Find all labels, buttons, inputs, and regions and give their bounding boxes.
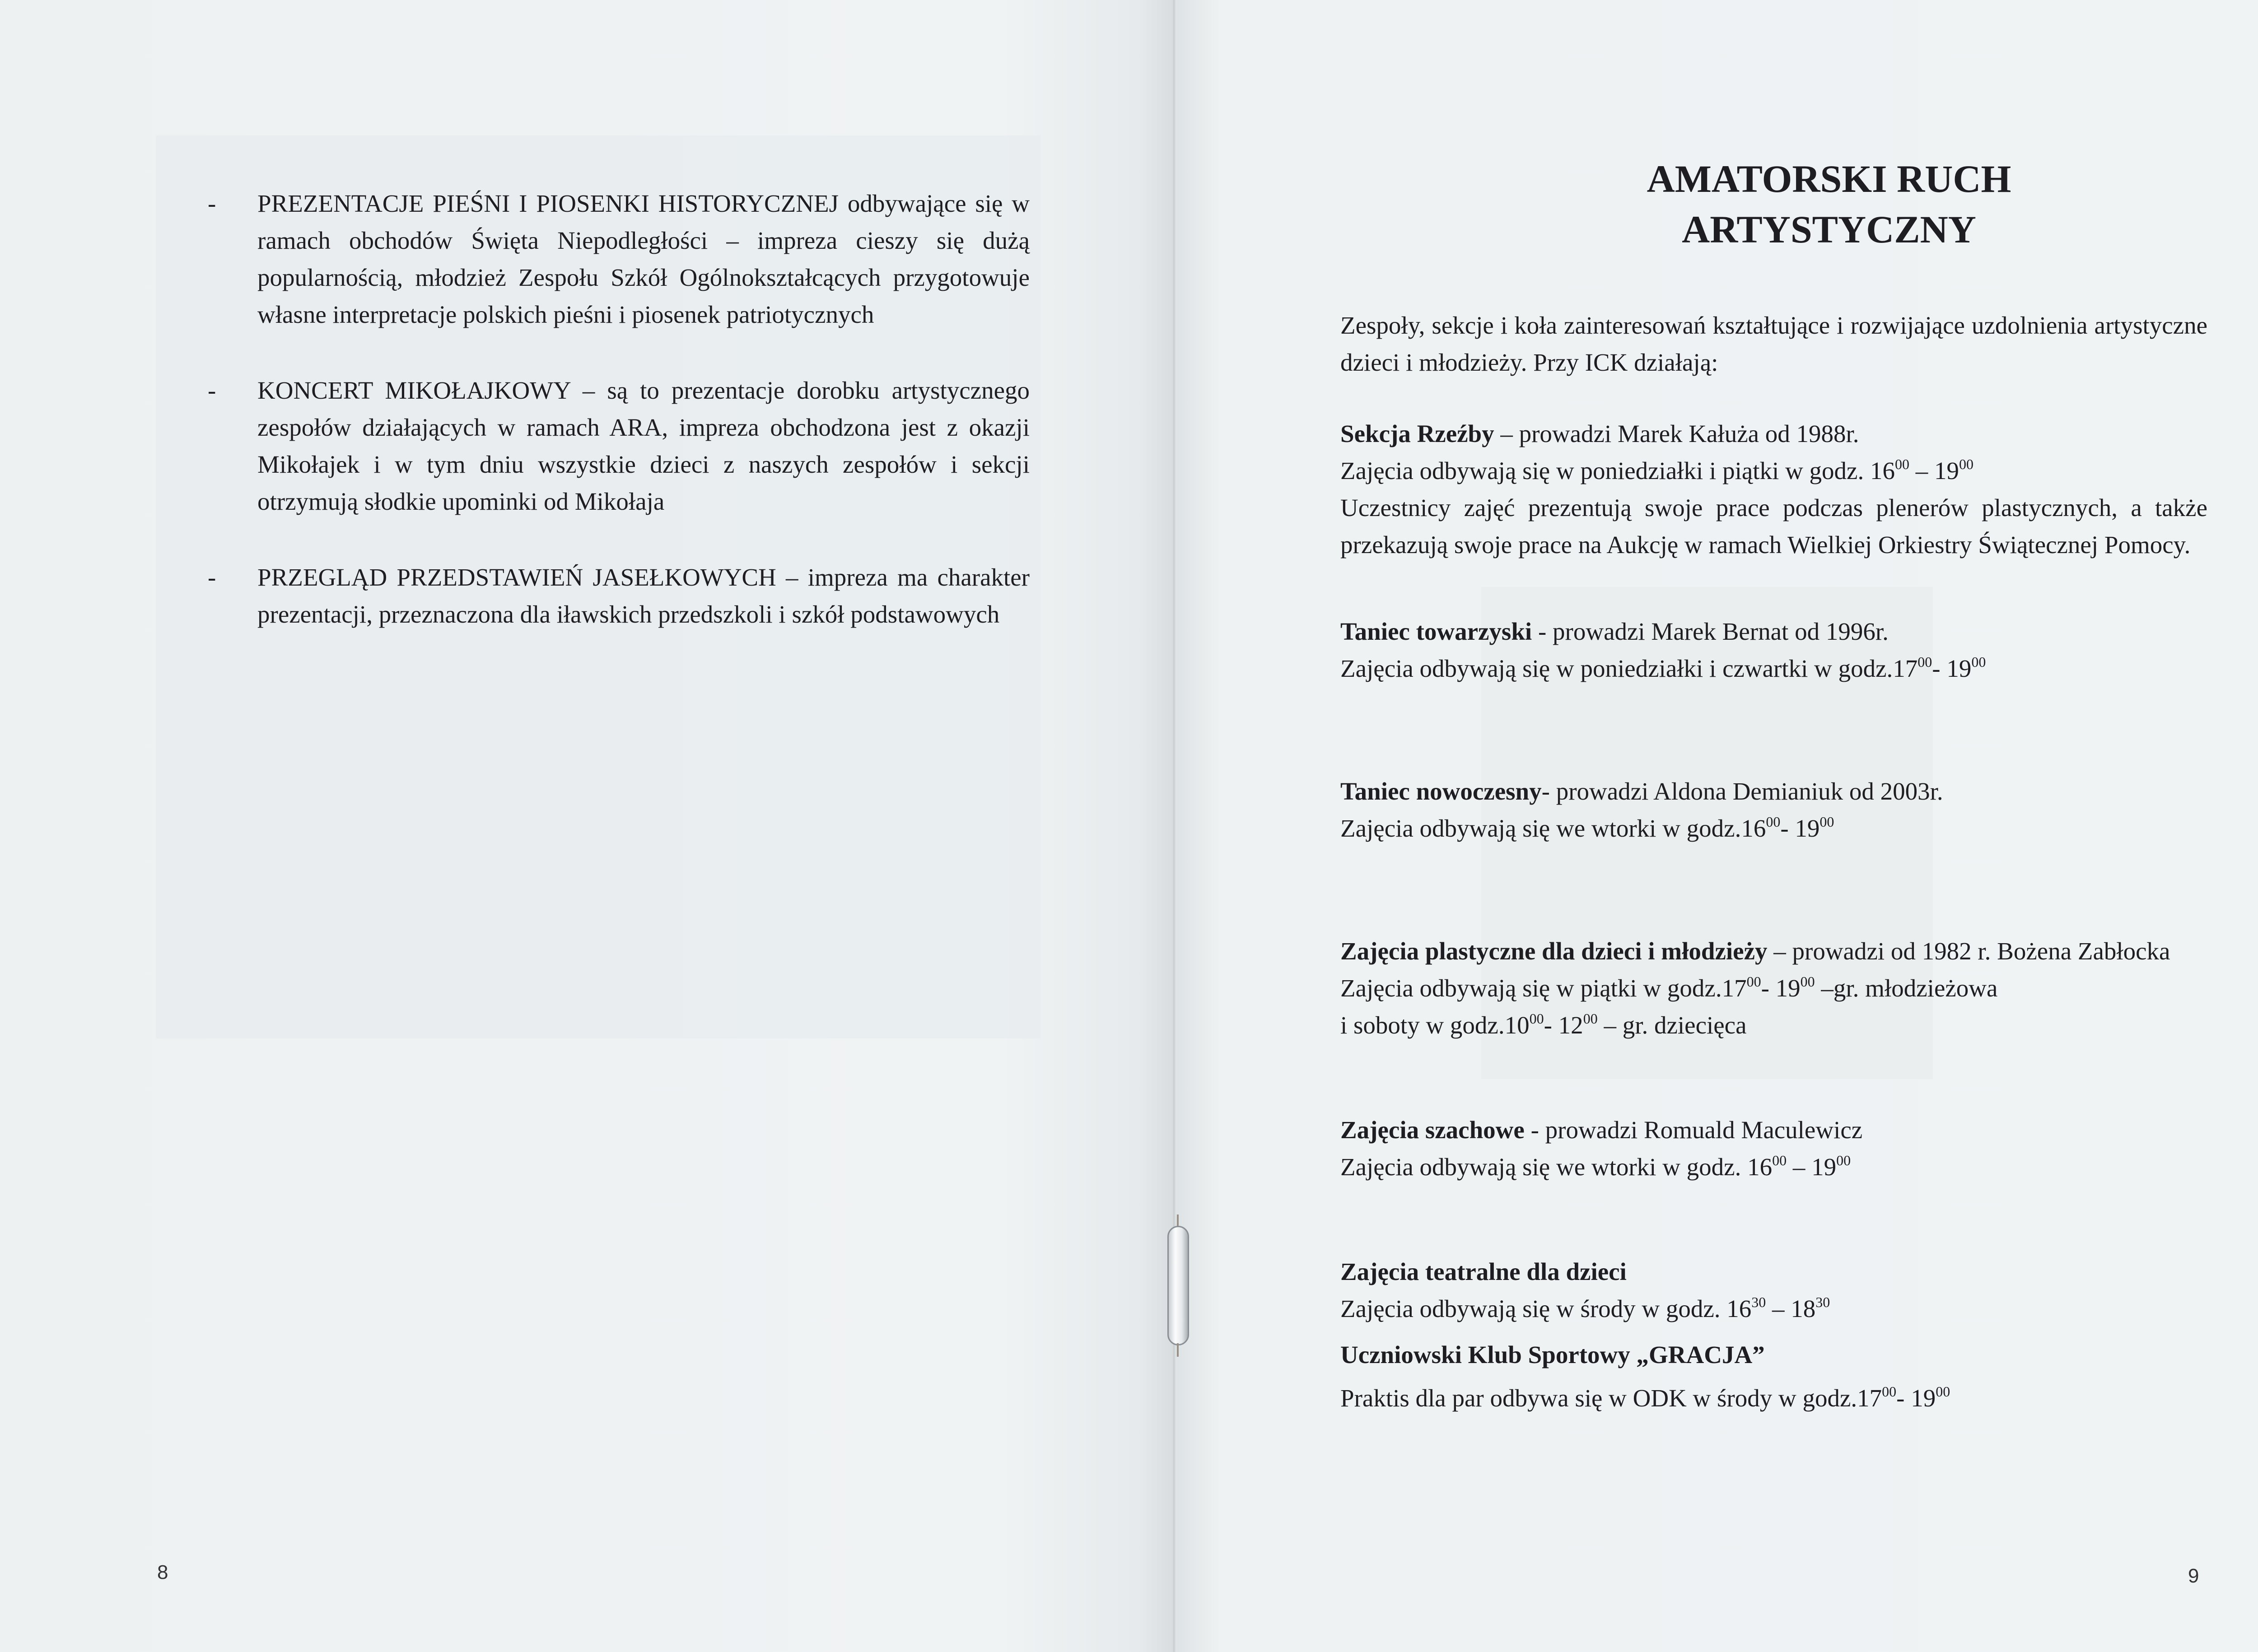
book-spine bbox=[1173, 0, 1176, 1652]
title-line-1: AMATORSKI RUCH bbox=[1647, 157, 2011, 200]
activity-lead: - prowadzi Marek Bernat od 1996r. bbox=[1532, 618, 1889, 645]
intro-paragraph: Zespoły, sekcje i koła zainteresowań kształtujące i rozwijające uzdolnienia artystyczne dzieci i młodzieży. Przy ICK działają: bbox=[1340, 312, 2207, 376]
event-item-santa-concert bbox=[203, 372, 1030, 520]
activity-schedule-2: i soboty w $godz.10^{00}-$ $12^{00}$ – gr. dziecięca bbox=[1340, 1010, 1747, 1039]
staple bbox=[1167, 1226, 1189, 1345]
bullet-dash: - bbox=[208, 377, 216, 404]
activity-name: Uczniowski Klub Sportowy „GRACJA” bbox=[1340, 1341, 1765, 1368]
bullet-dash: - bbox=[208, 563, 216, 591]
title-line-2: ARTYSTYCZNY bbox=[1682, 208, 1976, 251]
activity-chess bbox=[1340, 1112, 2207, 1186]
staple-end-bottom bbox=[1177, 1343, 1179, 1357]
activity-name: Taniec towarzyski bbox=[1340, 618, 1532, 645]
activity-art-classes bbox=[1340, 933, 2207, 1044]
activity-sports-club bbox=[1340, 1336, 2207, 1417]
activity-lead: – prowadzi od 1982 r. Bożena Zabłocka bbox=[1767, 937, 2170, 965]
activity-name: Sekcja Rzeźby bbox=[1340, 420, 1494, 447]
event-text: PREZENTACJE PIEŚNI I PIOSENKI HISTORYCZNEJ odbywające się w ramach obchodów Święta Niepodległości – impreza cieszy się dużą popularnością, młodzież Zespołu Szkół Ogólnokształcących przygotowuje własne interpretacje polskich pieśni i piosenek patriotycznych bbox=[257, 190, 1030, 328]
event-list bbox=[203, 185, 1030, 672]
activity-schedule: Zajęcia odbywają się w poniedziałki i piątki w godz. $16^{00} - 19^{00}$ bbox=[1340, 456, 1973, 484]
activity-schedule: Zajęcia odbywają się w środy w godz. $16^{30} - 18^{30}$ bbox=[1340, 1294, 1830, 1322]
page-number-left: 8 bbox=[157, 1561, 168, 1583]
activity-schedule: Zajęcia odbywają się w poniedziałki i czwartki w $godz.17^{00}-$ $19^{00}$ bbox=[1340, 654, 1986, 682]
page-number-right: 9 bbox=[2188, 1565, 2199, 1587]
activity-modern-dance bbox=[1340, 773, 2207, 847]
activity-schedule: Zajęcia odbywają się we wtorki w $godz.16^{00}-$ $19^{00}$ bbox=[1340, 814, 1834, 842]
activity-name: Zajęcia szachowe bbox=[1340, 1116, 1525, 1144]
activity-extra: Uczestnicy zajęć prezentują swoje prace podczas plenerów plastycznych, a także przekazują swoje prace na Aukcję w ramach Wielkiej Orkiestry Świątecznej Pomocy. bbox=[1340, 494, 2207, 558]
bullet-dash: - bbox=[208, 190, 216, 217]
activity-theatre bbox=[1340, 1253, 2207, 1327]
activity-schedule: Zajęcia odbywają się we wtorki w godz. $16^{00} - 19^{00}$ bbox=[1340, 1152, 1851, 1181]
activity-list bbox=[1340, 415, 2207, 1417]
activity-sculpture bbox=[1340, 415, 2207, 563]
activity-ballroom-dance bbox=[1340, 613, 2207, 687]
activity-lead: – prowadzi Marek Kałuża od 1988r. bbox=[1494, 420, 1859, 447]
activity-schedule: Praktis dla par odbywa się w ODK w środy w $godz.17^{00}-$ $19^{00}$ bbox=[1340, 1383, 1950, 1412]
activity-lead: - prowadzi Aldona Demianiuk od 2003r. bbox=[1541, 777, 1943, 805]
event-text: KONCERT MIKOŁAJKOWY – są to prezentacje dorobku artystycznego zespołów działających w ramach ARA, impreza obchodzona jest z okazji Mikołajek i w tym dniu wszystkie dzieci z naszych zespołów i sekcji otrzymują słodkie upominki od Mikołaja bbox=[257, 377, 1030, 515]
event-item-nativity-plays bbox=[203, 559, 1030, 633]
page-title bbox=[1490, 154, 2168, 255]
activity-name: Taniec nowoczesny bbox=[1340, 777, 1542, 805]
event-item-historical-songs bbox=[203, 185, 1030, 333]
activity-name: Zajęcia plastyczne dla dzieci i młodzieży bbox=[1340, 937, 1768, 965]
event-text: PRZEGLĄD PRZEDSTAWIEŃ JASEŁKOWYCH – impreza ma charakter prezentacji, przeznaczona dla iławskich przedszkoli i szkół podstawowych bbox=[257, 563, 1030, 628]
activity-lead: - prowadzi Romuald Maculewicz bbox=[1524, 1116, 1863, 1144]
activity-schedule: Zajęcia odbywają się w piątki w $godz.17^{00}-$ $19^{00}$ –gr. młodzieżowa bbox=[1340, 973, 1998, 1002]
activity-name: Zajęcia teatralne dla dzieci bbox=[1340, 1258, 1627, 1285]
